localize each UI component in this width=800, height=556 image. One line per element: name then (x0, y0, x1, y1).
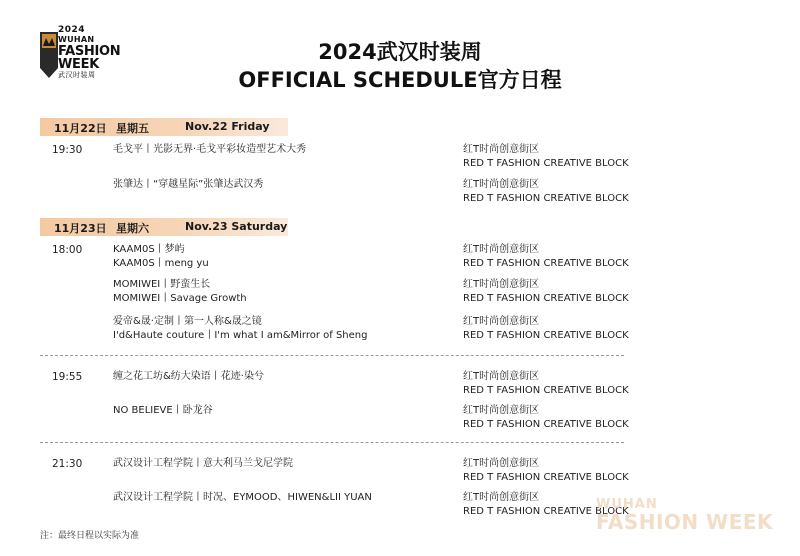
show-title: 爱帝&晟·定制丨第一人称&晟之镜 (113, 316, 262, 327)
venue-en: RED T FASHION CREATIVE BLOCK (463, 506, 629, 517)
time-slot: 19:30 (52, 144, 83, 156)
venue-cn: 红T时尚创意街区 (463, 279, 540, 290)
fashion-week-watermark: WUHAN FASHION WEEK (596, 497, 774, 534)
venue-cn: 红T时尚创意街区 (463, 316, 540, 327)
time-slot: 21:30 (52, 458, 83, 470)
venue-en: RED T FASHION CREATIVE BLOCK (463, 293, 629, 304)
venue-en: RED T FASHION CREATIVE BLOCK (463, 472, 629, 483)
time-slot: 19:55 (52, 371, 83, 383)
venue-cn: 红T时尚创意街区 (463, 144, 540, 155)
venue-en: RED T FASHION CREATIVE BLOCK (463, 258, 629, 269)
venue-en: RED T FASHION CREATIVE BLOCK (463, 330, 629, 341)
show-title: 武汉设计工程学院丨意大利马兰戈尼学院 (113, 458, 293, 469)
day-weekday: 星期六 (116, 222, 149, 235)
logo-wordmark: 2024 WUHAN FASHION WEEK 武汉时装周 (58, 25, 121, 79)
day-header-nov22 (40, 118, 288, 136)
venue-cn: 红T时尚创意街区 (463, 179, 540, 190)
show-title-en: MOMIWEI丨Savage Growth (113, 293, 247, 304)
day-date: 11月22日 (54, 122, 107, 135)
section-divider (40, 442, 624, 443)
venue-cn: 红T时尚创意街区 (463, 405, 540, 416)
venue-cn: 红T时尚创意街区 (463, 492, 540, 503)
venue-cn: 红T时尚创意街区 (463, 244, 540, 255)
day-weekday: 星期五 (116, 122, 149, 135)
venue-cn: 红T时尚创意街区 (463, 371, 540, 382)
venue-en: RED T FASHION CREATIVE BLOCK (463, 193, 629, 204)
show-title-en: KAAM0S丨meng yu (113, 258, 209, 269)
day-date: 11月23日 (54, 222, 107, 235)
day-date-en: Nov.23 Saturday (185, 220, 288, 233)
show-title: MOMIWEI丨野蛮生长 (113, 279, 211, 290)
show-title-en: I'd&Haute couture丨I'm what I am&Mirror of Sheng (113, 330, 368, 341)
show-title: NO BELIEVE丨卧龙谷 (113, 405, 213, 416)
show-title: 缠之花工坊&纺大染语丨花迹·染兮 (113, 371, 264, 382)
venue-cn: 红T时尚创意街区 (463, 458, 540, 469)
venue-en: RED T FASHION CREATIVE BLOCK (463, 385, 629, 396)
time-slot: 18:00 (52, 244, 83, 256)
show-title: 毛戈平丨光影无界·毛戈平彩妆造型艺术大秀 (113, 144, 307, 155)
page-title-en: OFFICIAL SCHEDULE官方日程 (238, 68, 562, 92)
page-title-cn: 2024武汉时装周 (318, 40, 482, 64)
footnote: 注：最终日程以实际为准 (40, 531, 140, 541)
show-title: 武汉设计工程学院丨时况、EYMOOD、HIWEN&LII YUAN (113, 492, 372, 503)
show-title: KAAM0S丨梦屿 (113, 244, 185, 255)
day-header-nov23 (40, 218, 288, 236)
day-date-en: Nov.22 Friday (185, 120, 270, 133)
venue-en: RED T FASHION CREATIVE BLOCK (463, 158, 629, 169)
section-divider (40, 355, 624, 356)
venue-en: RED T FASHION CREATIVE BLOCK (463, 419, 629, 430)
show-title: 张肇达丨“穿越星际”张肇达武汉秀 (113, 179, 264, 190)
